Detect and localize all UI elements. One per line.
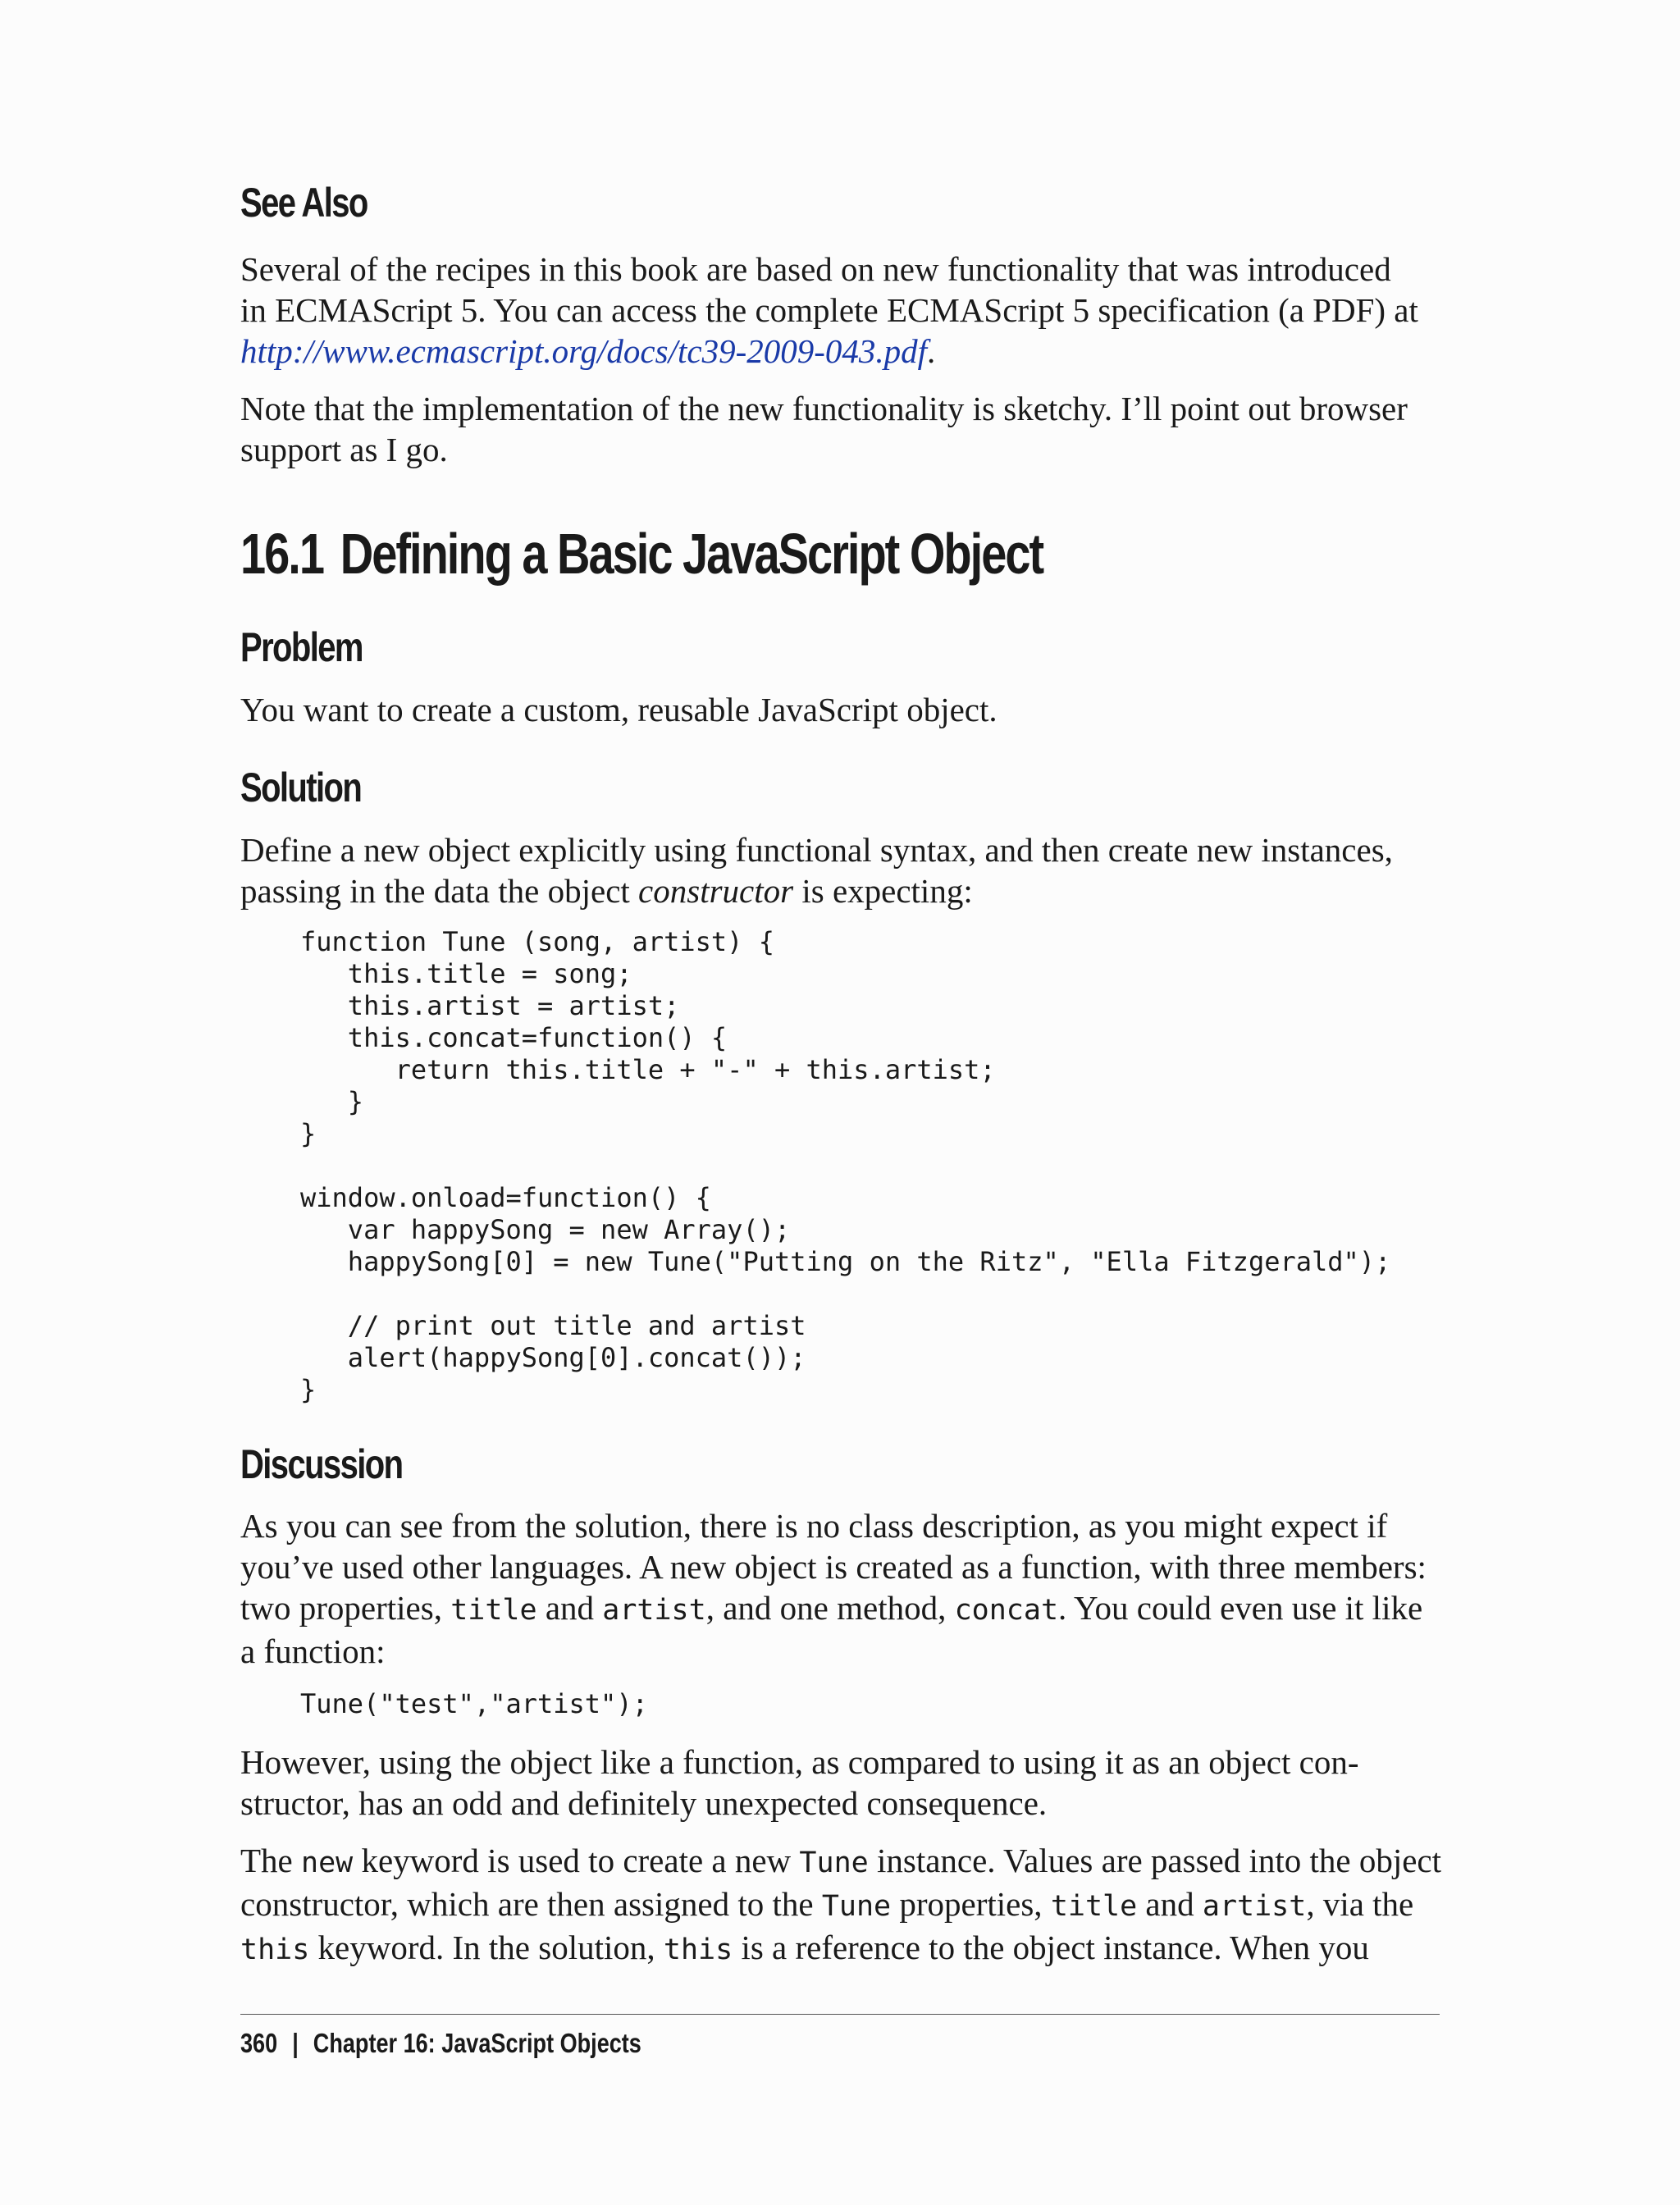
inline-code-title: title bbox=[1050, 1890, 1138, 1923]
text-line bbox=[240, 1840, 1440, 1883]
text-run: is expecting: bbox=[793, 872, 973, 910]
recipe-number: 16.1 bbox=[240, 522, 323, 586]
problem-text bbox=[240, 689, 1440, 730]
text-line: support as I go. bbox=[240, 431, 448, 468]
inline-code-artist: artist bbox=[602, 1594, 706, 1627]
see-also-paragraph-2 bbox=[240, 388, 1440, 470]
footer-rule bbox=[240, 2014, 1440, 2015]
footer-chapter-title: Chapter 16: JavaScript Objects bbox=[313, 2028, 641, 2058]
text-line: Define a new object explicitly using functional syntax, and then create new instances, bbox=[240, 831, 1393, 869]
recipe-heading bbox=[240, 522, 1043, 586]
discussion-paragraph-2 bbox=[240, 1742, 1440, 1824]
text-run: and bbox=[536, 1589, 603, 1627]
text-line: Note that the implementation of the new functionality is sketchy. I’ll point out browser bbox=[240, 390, 1408, 427]
solution-heading: Solution bbox=[240, 765, 362, 810]
text-line bbox=[240, 1587, 1440, 1631]
text-line: Several of the recipes in this book are based on new functionality that was introduced bbox=[240, 250, 1391, 288]
link-trailing-period: . bbox=[927, 332, 936, 370]
solution-paragraph bbox=[240, 829, 1440, 911]
inline-code-title: title bbox=[450, 1594, 537, 1627]
text-line bbox=[240, 870, 1440, 911]
inline-code-tune: Tune bbox=[799, 1847, 869, 1879]
discussion-code-block: Tune("test","artist"); bbox=[300, 1688, 648, 1719]
text-line: However, using the object like a function, as compared to using it as an object con- bbox=[240, 1743, 1359, 1781]
text-run: passing in the data the object bbox=[240, 872, 639, 910]
text-line: You want to create a custom, reusable JavaScript object. bbox=[240, 691, 998, 728]
page-number: 360 bbox=[240, 2028, 278, 2058]
text-line: you’ve used other languages. A new object is created as a function, with three members: bbox=[240, 1548, 1427, 1586]
inline-code-this: this bbox=[663, 1933, 733, 1966]
problem-heading: Problem bbox=[240, 624, 363, 670]
discussion-heading: Discussion bbox=[240, 1441, 403, 1487]
text-run: and bbox=[1137, 1885, 1203, 1923]
inline-code-this: this bbox=[240, 1933, 310, 1966]
see-also-heading: See Also bbox=[240, 180, 368, 226]
footer-separator: | bbox=[292, 2028, 299, 2058]
ecmascript-spec-link[interactable]: http://www.ecmascript.org/docs/tc39-2009-043.pdf bbox=[240, 332, 928, 370]
page-footer bbox=[240, 2028, 641, 2059]
text-run: keyword is used to create a new bbox=[353, 1842, 800, 1879]
text-line: in ECMAScript 5. You can access the complete ECMAScript 5 specification (a PDF) at bbox=[240, 291, 1418, 329]
solution-code-block: function Tune (song, artist) { this.title = song; this.artist = artist; this.concat=function() { return this.title + "-" + this.artist; } } window.onload=function() { var happySong = new Array(); happySong[0] = new Tune("Putting on the Ritz", "Ella Fitzgerald"); // print out title and artist alert(happySong[0].concat()); } bbox=[300, 926, 1391, 1405]
inline-code-artist: artist bbox=[1202, 1890, 1307, 1923]
text-line bbox=[240, 1883, 1440, 1927]
text-line: a function: bbox=[240, 1632, 386, 1670]
text-run: two properties, bbox=[240, 1589, 451, 1627]
text-line: structor, has an odd and definitely unexpected consequence. bbox=[240, 1784, 1048, 1822]
text-run: keyword. In the solution, bbox=[309, 1929, 664, 1966]
inline-code-new: new bbox=[301, 1847, 354, 1879]
discussion-paragraph-3 bbox=[240, 1840, 1440, 1970]
text-run: , via the bbox=[1306, 1885, 1414, 1923]
text-line: As you can see from the solution, there is no class description, as you might expect if bbox=[240, 1507, 1388, 1545]
text-run: is a reference to the object instance. When you bbox=[733, 1929, 1369, 1966]
inline-code-concat: concat bbox=[954, 1594, 1059, 1627]
text-run: properties, bbox=[891, 1885, 1051, 1923]
discussion-paragraph-1 bbox=[240, 1505, 1440, 1672]
recipe-title: Defining a Basic JavaScript Object bbox=[340, 522, 1043, 586]
text-run: instance. Values are passed into the object bbox=[868, 1842, 1442, 1879]
inline-code-tune: Tune bbox=[821, 1890, 892, 1923]
text-line bbox=[240, 331, 1440, 372]
text-run: , and one method, bbox=[705, 1589, 955, 1627]
see-also-paragraph-1 bbox=[240, 249, 1440, 372]
text-run: The bbox=[240, 1842, 301, 1879]
text-run: constructor, which are then assigned to the bbox=[240, 1885, 822, 1923]
text-run: . You could even use it like bbox=[1058, 1589, 1423, 1627]
emphasis-constructor: constructor bbox=[638, 872, 794, 910]
text-line bbox=[240, 1927, 1440, 1970]
